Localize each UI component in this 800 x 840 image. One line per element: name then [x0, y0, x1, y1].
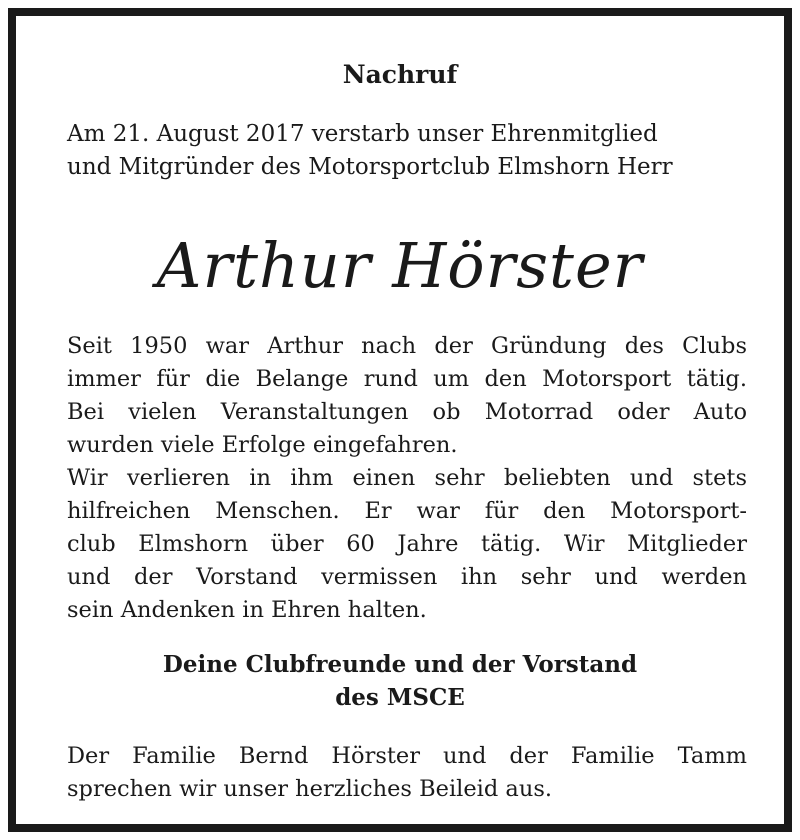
obituary-heading: Nachruf	[342, 60, 458, 89]
tribute-line: Seit 1950 war Arthur nach der Gründung des Clubs	[67, 333, 747, 359]
condolence-line: sprechen wir unser herzliches Beileid aus.	[67, 776, 553, 802]
intro-line: Am 21. August 2017 verstarb unser Ehrenmitglied	[67, 121, 658, 147]
intro-line: und Mitgründer des Motorsportclub Elmshorn Herr	[67, 154, 673, 180]
tribute-paragraph	[67, 330, 747, 627]
tribute-line: Wir verlieren in ihm einen sehr beliebten und stets	[67, 465, 747, 491]
tribute-line: wurden viele Erfolge eingefahren.	[67, 432, 458, 458]
obituary-frame	[8, 8, 792, 832]
signature-line: Deine Clubfreunde und der Vorstand	[162, 651, 638, 678]
intro-paragraph	[67, 118, 747, 184]
condolence-line: Der Familie Bernd Hörster und der Familie Tamm	[67, 743, 747, 769]
condolence-paragraph	[67, 740, 747, 806]
tribute-line: Bei vielen Veranstaltungen ob Motorrad oder Auto	[67, 399, 747, 425]
tribute-line: club Elmshorn über 60 Jahre tätig. Wir Mitglieder	[67, 531, 747, 557]
deceased-name: Arthur Hörster	[156, 229, 644, 302]
signature-line: des MSCE	[335, 684, 465, 711]
tribute-line: immer für die Belange rund um den Motorsport tätig.	[67, 366, 747, 392]
tribute-line: sein Andenken in Ehren halten.	[67, 597, 427, 623]
signature-block	[16, 648, 784, 714]
tribute-line: hilfreichen Menschen. Er war für den Motorsport-	[67, 498, 747, 524]
tribute-line: und der Vorstand vermissen ihn sehr und werden	[67, 564, 747, 590]
